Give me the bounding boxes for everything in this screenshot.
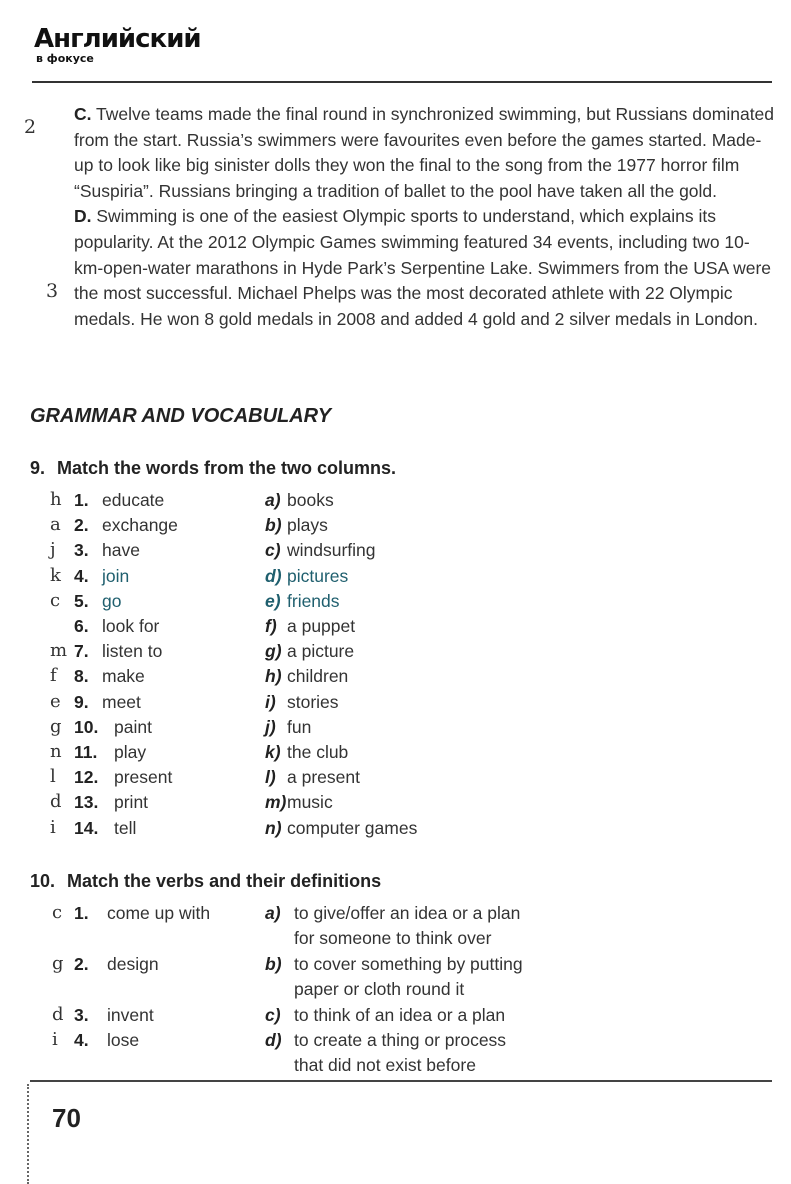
bottom-divider [30, 1080, 772, 1082]
handwritten-mark-3: 3 [46, 280, 59, 302]
right-letter: i) [265, 692, 276, 712]
handwritten-answer: g [50, 716, 62, 737]
left-word: play [114, 742, 147, 762]
definition-letter: c) [265, 1005, 281, 1025]
right-word: the club [287, 742, 349, 762]
right-word: fun [287, 717, 312, 737]
handwritten-answer: i [50, 817, 56, 838]
right-letter: h) [265, 666, 282, 686]
paragraph-c-text: Twelve teams made the final round in synchronized swimming, but Russians dominated from the start. Russia’s swimmers were favourites even before the games started. Made-up to look like big sinister dolls they won the final to the song from the 1977 horror film “Suspiria”. Russians bringing a tradition of ballet to the pool have taken all the gold. [74, 104, 775, 201]
item-number: 4. [74, 566, 89, 586]
exercise-10-definition [0, 952, 791, 1004]
right-letter: m) [265, 792, 287, 812]
exercise-9-row [0, 715, 791, 740]
paragraph-c-label: C. [74, 104, 92, 124]
exercise-9-row [0, 538, 791, 563]
definition-line-2: for someone to think over [294, 928, 492, 948]
exercise-9-instruction: Match the words from the two columns. [57, 458, 397, 478]
left-word: look for [102, 616, 160, 636]
paragraph-c [74, 102, 776, 204]
right-word: music [287, 792, 333, 812]
right-letter: f) [265, 616, 277, 636]
exercise-9-row [0, 790, 791, 815]
verb: come up with [107, 903, 211, 923]
right-word: friends [287, 591, 340, 611]
item-number: 8. [74, 666, 89, 686]
item-number: 11. [74, 742, 98, 762]
definition-line-1: to create a thing or process [294, 1030, 507, 1050]
right-letter: d) [265, 566, 282, 586]
exercise-9-row [0, 614, 791, 639]
exercise-10-definition [0, 1028, 791, 1080]
definition-line-1: to think of an idea or a plan [294, 1005, 506, 1025]
left-word: join [102, 566, 130, 586]
left-word: have [102, 540, 140, 560]
handwritten-answer: i [52, 1029, 58, 1050]
right-letter: l) [265, 767, 276, 787]
handwritten-answer: d [52, 1004, 64, 1025]
handwritten-answer: e [50, 691, 61, 712]
definition-letter: a) [265, 903, 281, 923]
textbook-logo [34, 26, 201, 65]
item-number: 10. [74, 717, 99, 737]
right-word: a picture [287, 641, 355, 661]
handwritten-answer: f [50, 665, 57, 686]
exercise-10-title [30, 871, 381, 892]
section-title: GRAMMAR AND VOCABULARY [30, 405, 332, 427]
right-letter: n) [265, 818, 282, 838]
left-word: meet [102, 692, 141, 712]
definition-letter: d) [265, 1030, 282, 1050]
definition-letter: b) [265, 954, 282, 974]
handwritten-answer: d [50, 791, 62, 812]
right-word: children [287, 666, 349, 686]
exercise-9-row [0, 816, 791, 841]
handwritten-answer: c [52, 902, 63, 923]
right-letter: b) [265, 515, 282, 535]
left-word: make [102, 666, 145, 686]
exercise-9-row [0, 589, 791, 614]
handwritten-answer: l [50, 766, 56, 787]
paragraph-d [74, 204, 776, 332]
item-number: 3. [74, 1005, 89, 1025]
handwritten-answer: g [52, 953, 64, 974]
definition-line-1: to give/offer an idea or a plan [294, 903, 521, 923]
exercise-9-row [0, 513, 791, 538]
definition-line-2: that did not exist before [294, 1055, 476, 1075]
item-number: 3. [74, 540, 89, 560]
left-word: print [114, 792, 149, 812]
right-word: plays [287, 515, 328, 535]
right-word: pictures [287, 566, 349, 586]
right-letter: g) [265, 641, 282, 661]
handwritten-answer: k [50, 565, 61, 586]
item-number: 13. [74, 792, 99, 812]
item-number: 4. [74, 1030, 89, 1050]
item-number: 2. [74, 954, 89, 974]
margin-dots [27, 1084, 29, 1184]
logo-subtitle: в фокусе [36, 52, 94, 65]
item-number: 7. [74, 641, 89, 661]
top-divider [32, 81, 772, 83]
exercise-10-instruction: Match the verbs and their definitions [67, 871, 382, 891]
paragraph-d-label: D. [74, 206, 92, 227]
right-word: a present [287, 767, 360, 787]
right-letter: j) [265, 717, 276, 737]
right-letter: e) [265, 591, 281, 611]
right-letter: k) [265, 742, 281, 762]
paragraph-d-text: Swimming is one of the easiest Olympic sports to understand, which explains its popularity. At the 2012 Olympic Games swimming featured 34 events, including two 10-km-open-water marathons in Hyde Park’s Serpentine Lake. Swimmers from the USA were the most successful. Michael Phelps was the most decorated athlete with 22 Olympic medals. He won 8 gold medals in 2008 and added 4 gold and 2 silver medals in London. [74, 206, 772, 329]
right-word: books [287, 490, 334, 510]
exercise-10-number: 10. [30, 871, 56, 891]
item-number: 12. [74, 767, 99, 787]
item-number: 5. [74, 591, 89, 611]
left-word: present [114, 767, 173, 787]
right-word: stories [287, 692, 339, 712]
handwritten-answer: m [50, 640, 68, 661]
handwritten-answer: c [50, 590, 61, 611]
item-number: 1. [74, 490, 89, 510]
handwritten-answer: j [50, 539, 56, 560]
left-word: go [102, 591, 122, 611]
verb: lose [107, 1030, 140, 1050]
exercise-9-row [0, 765, 791, 790]
left-word: paint [114, 717, 152, 737]
verb: design [107, 954, 159, 974]
exercise-9-row [0, 740, 791, 765]
reading-text [74, 102, 776, 332]
handwritten-answer: a [50, 514, 61, 535]
definition-line-1: to cover something by putting [294, 954, 523, 974]
handwritten-answer: h [50, 489, 62, 510]
item-number: 14. [74, 818, 99, 838]
exercise-10-definition [0, 901, 791, 953]
exercise-9-row [0, 639, 791, 664]
left-word: listen to [102, 641, 163, 661]
left-word: tell [114, 818, 137, 838]
exercise-9-row [0, 488, 791, 513]
left-word: educate [102, 490, 165, 510]
handwritten-answer: n [50, 741, 62, 762]
right-letter: a) [265, 490, 281, 510]
exercise-9-title [30, 458, 396, 479]
right-word: a puppet [287, 616, 356, 636]
item-number: 9. [74, 692, 89, 712]
item-number: 1. [74, 903, 89, 923]
logo-title: Английский [34, 24, 201, 54]
right-letter: c) [265, 540, 281, 560]
definition-line-2: paper or cloth round it [294, 979, 465, 999]
item-number: 2. [74, 515, 89, 535]
page-number: 70 [52, 1103, 81, 1133]
right-word: computer games [287, 818, 418, 838]
right-word: windsurfing [287, 540, 376, 560]
left-word: exchange [102, 515, 178, 535]
verb: invent [107, 1005, 154, 1025]
handwritten-mark-2: 2 [24, 116, 37, 138]
exercise-9-row [0, 564, 791, 589]
exercise-9-row [0, 690, 791, 715]
exercise-9-row [0, 664, 791, 689]
exercise-9-number: 9. [30, 458, 46, 478]
item-number: 6. [74, 616, 89, 636]
